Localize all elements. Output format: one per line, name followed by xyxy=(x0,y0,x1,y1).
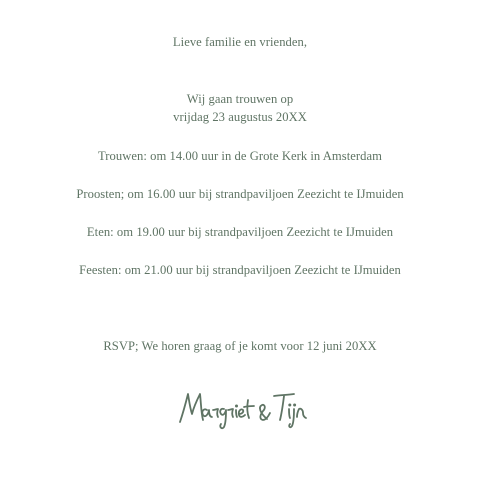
greeting-text: Lieve familie en vrienden, xyxy=(172,35,308,49)
event-wedding: Trouwen: om 14.00 uur in de Grote Kerk in Amsterdam xyxy=(97,149,382,163)
event-dinner: Eten: om 19.00 uur bij strandpaviljoen Zeezicht te IJmuiden xyxy=(86,225,394,239)
announcement-line-1: Wij gaan trouwen op xyxy=(186,92,294,106)
announcement-line-2: vrijdag 23 augustus 20XX xyxy=(173,110,307,124)
event-toast: Proosten; om 16.00 uur bij strandpaviljoen Zeezicht te IJmuiden xyxy=(76,187,404,201)
rsvp-text: RSVP; We horen graag of je komt voor 12 juni 20XX xyxy=(103,339,377,353)
event-party: Feesten: om 21.00 uur bij strandpaviljoen Zeezicht te IJmuiden xyxy=(79,263,401,277)
signature-handwritten xyxy=(176,386,312,430)
